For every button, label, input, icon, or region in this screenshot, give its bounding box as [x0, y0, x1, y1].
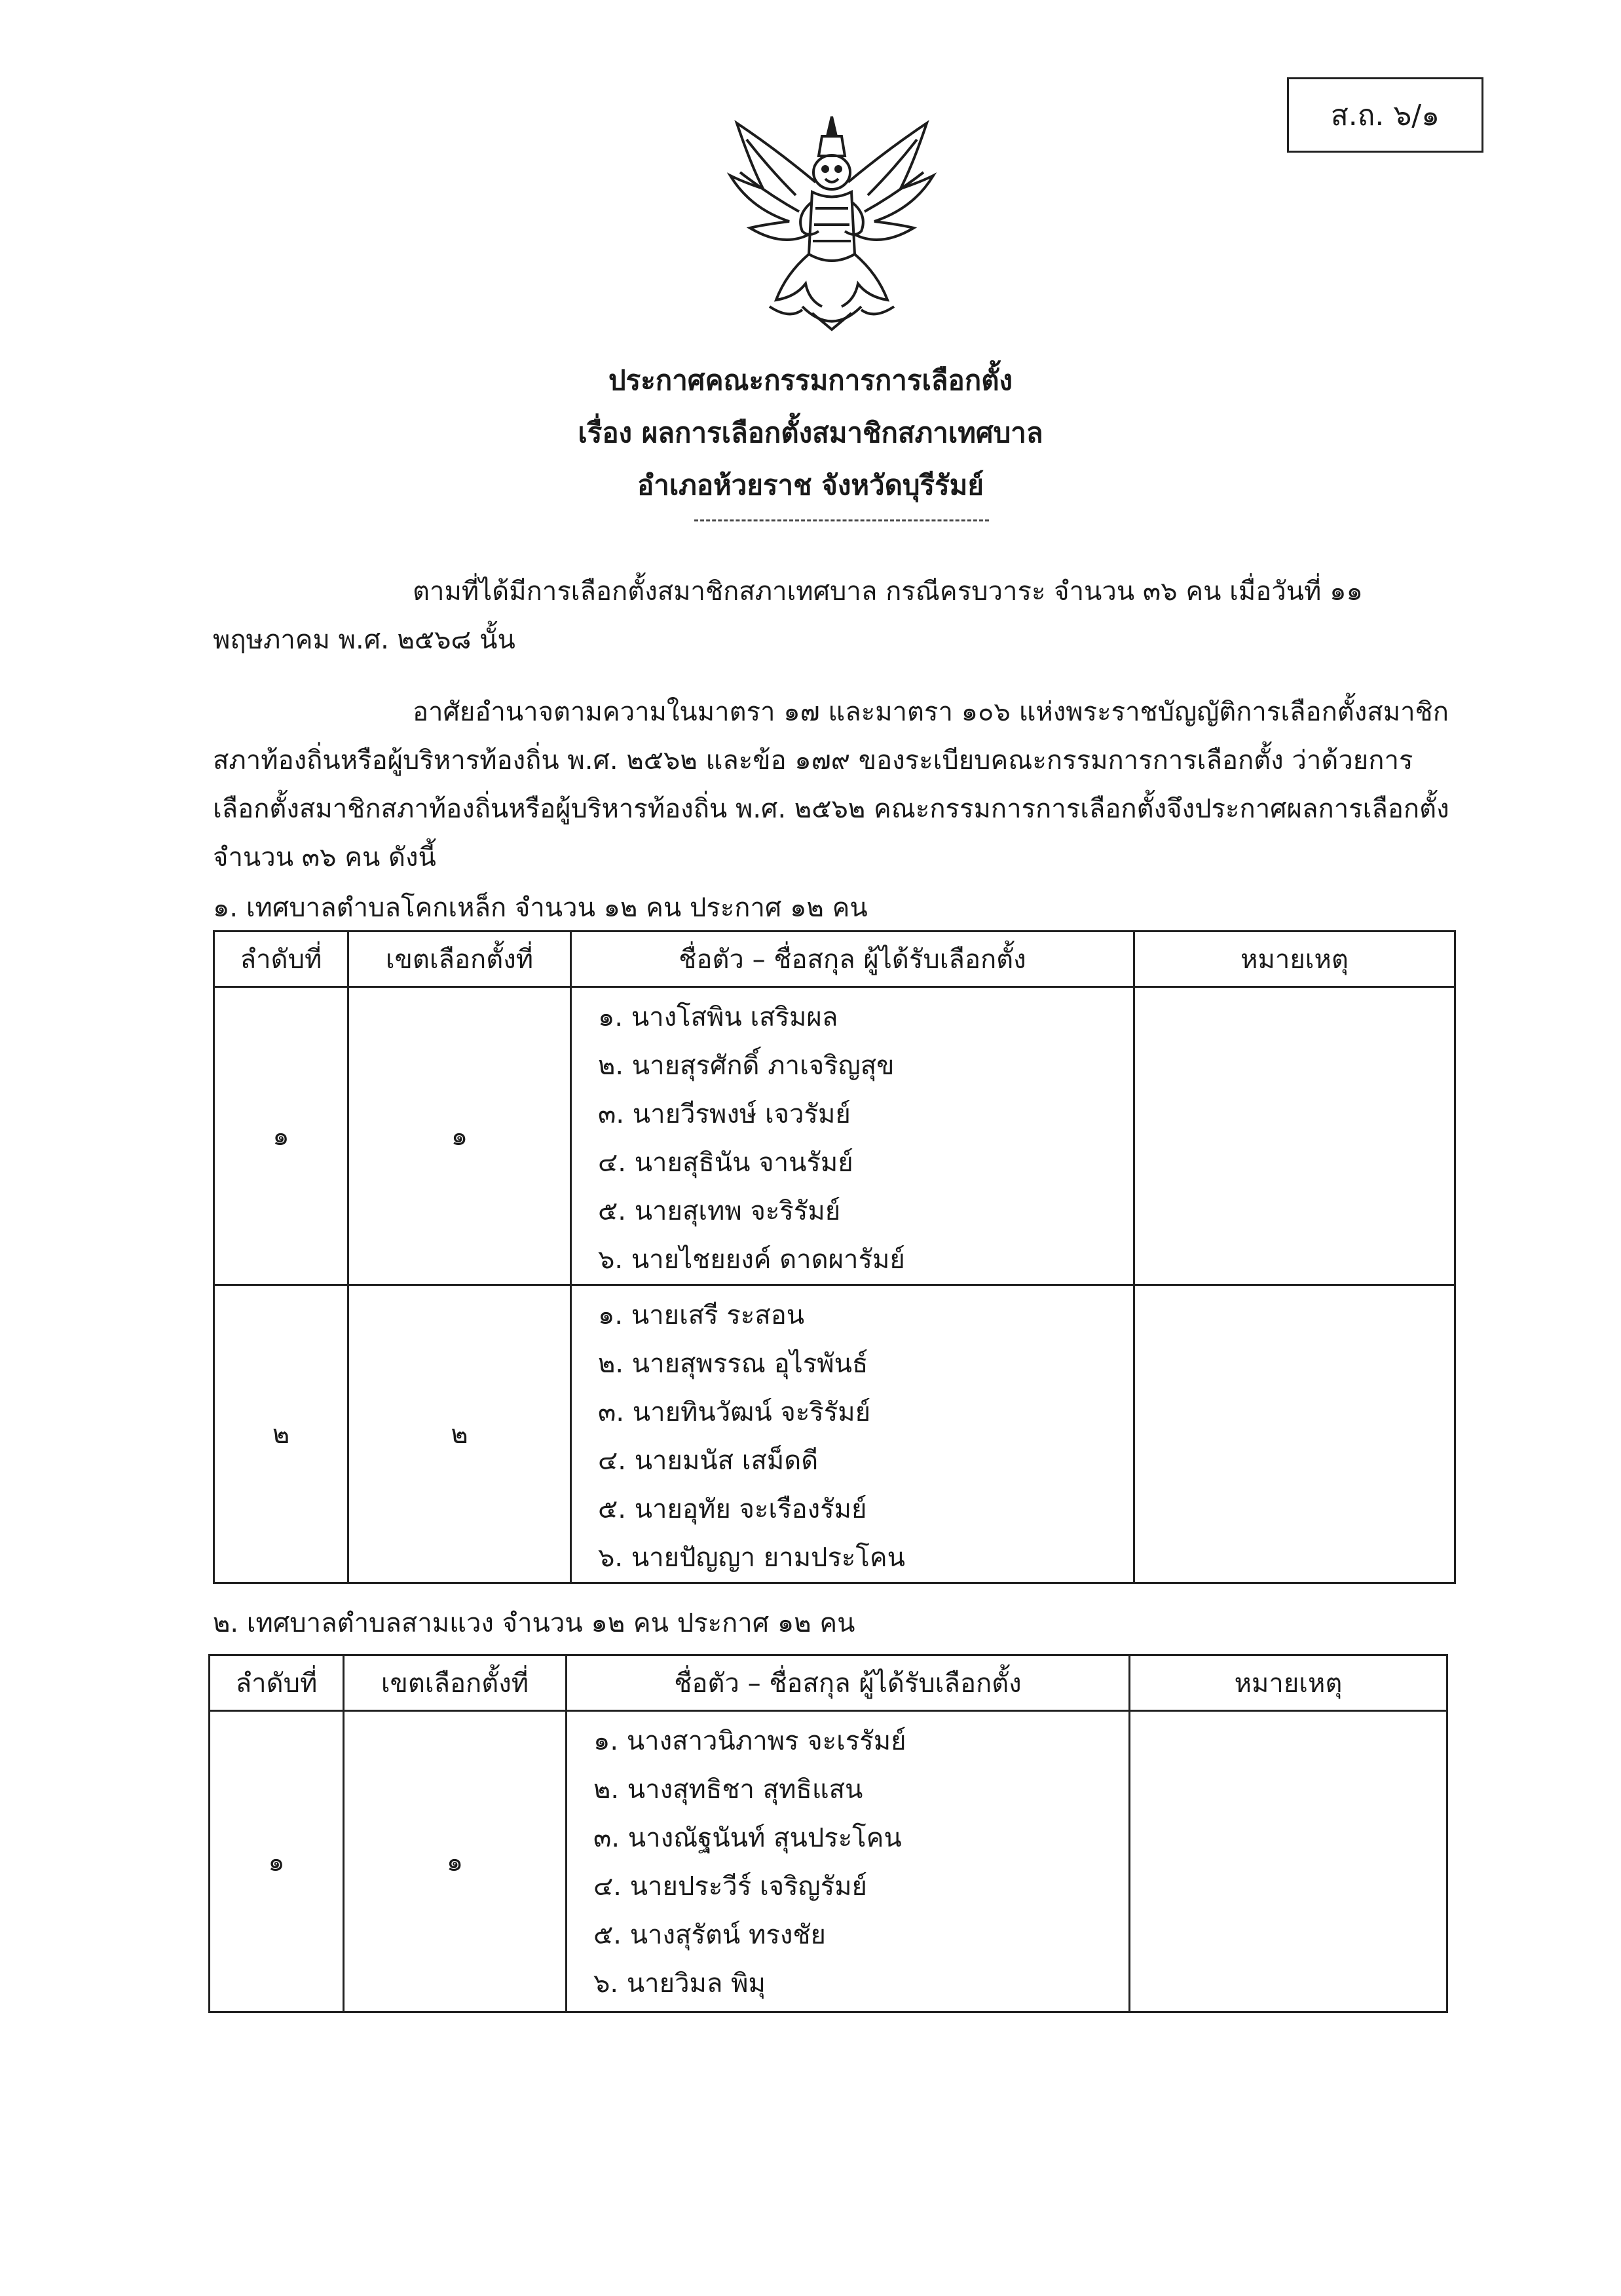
col-header-district: เขตเลือกตั้งที่ — [348, 932, 571, 987]
table-header-row — [214, 932, 1455, 987]
winner-name: ๓. นางณัฐนันท์ สุนประโคน — [593, 1823, 902, 1853]
col-header-names: ชื่อตัว – ชื่อสกุล ผู้ได้รับเลือกตั้ง — [571, 932, 1134, 987]
results-table-khok-lek — [213, 930, 1456, 1584]
note-cell — [1134, 987, 1455, 1285]
paragraph-authority: อาศัยอำนาจตามความในมาตรา ๑๗ และมาตรา ๑๐๖ แห่งพระราชบัญญัติการเลือกตั้งสมาชิกสภาท้องถิ่นหรือผู้บริหารท้องถิ่น พ.ศ. ๒๕๖๒ และข้อ ๑๗๙ ของระเบียบคณะกรรมการการเลือกตั้ง ว่าด้วยการเลือกตั้งสมาชิกสภาท้องถิ่นหรือผู้บริหารท้องถิ่น พ.ศ. ๒๕๖๒ คณะกรรมการการเลือกตั้งจึงประกาศผลการเลือกตั้ง จำนวน ๓๖ คน ดังนี้ — [213, 697, 1449, 873]
winner-name: ๑. นางสาวนิภาพร จะเรรัมย์ — [593, 1726, 906, 1756]
order-cell: ๑ — [210, 1711, 344, 2012]
winner-name: ๔. นายประวีร์ เจริญรัมย์ — [593, 1872, 867, 1902]
announcement-subject: เรื่อง ผลการเลือกตั้งสมาชิกสภาเทศบาล — [578, 417, 1043, 449]
col-header-district: เขตเลือกตั้งที่ — [344, 1655, 567, 1711]
order-cell: ๑ — [214, 987, 348, 1285]
winner-name: ๔. นายสุธินัน จานรัมย์ — [598, 1148, 853, 1178]
district-cell: ๒ — [348, 1285, 571, 1583]
col-header-note: หมายเหตุ — [1130, 1655, 1447, 1711]
note-cell — [1130, 1711, 1447, 2012]
winner-name: ๒. นางสุทธิชา สุทธิแสน — [593, 1775, 863, 1805]
winner-name: ๓. นายวีรพงษ์ เจวรัมย์ — [598, 1099, 851, 1129]
col-header-names: ชื่อตัว – ชื่อสกุล ผู้ได้รับเลือกตั้ง — [567, 1655, 1130, 1711]
names-cell — [571, 1285, 1134, 1583]
winner-name: ๒. นายสุรศักดิ์ ภาเจริญสุข — [598, 1051, 895, 1081]
winner-name: ๕. นายอุทัย จะเรืองรัมย์ — [598, 1494, 867, 1524]
col-header-order: ลำดับที่ — [210, 1655, 344, 1711]
note-cell — [1134, 1285, 1455, 1583]
table-row — [214, 1285, 1455, 1583]
table-row — [214, 987, 1455, 1285]
names-cell — [571, 987, 1134, 1285]
order-cell: ๒ — [214, 1285, 348, 1583]
dashed-divider — [694, 519, 989, 521]
table-header-row — [210, 1655, 1447, 1711]
winner-name: ๖. นายไชยยงค์ ดาดผารัมย์ — [598, 1245, 905, 1275]
winner-name: ๔. นายมนัส เสม็ดดี — [598, 1446, 819, 1476]
winner-name: ๒. นายสุพรรณ อุไรพันธ์ — [598, 1349, 868, 1379]
winner-name: ๓. นายทินวัฒน์ จะริรัมย์ — [598, 1397, 871, 1427]
winner-name: ๕. นางสุรัตน์ ทรงชัย — [593, 1920, 826, 1950]
district-cell: ๑ — [344, 1711, 567, 2012]
section-title-sam-waeng: ๒. เทศบาลตำบลสามแวง จำนวน ๑๒ คน ประกาศ ๑๒ คน — [213, 1608, 855, 1638]
col-header-order: ลำดับที่ — [214, 932, 348, 987]
form-code-box — [1287, 77, 1483, 153]
announcement-title: ประกาศคณะกรรมการการเลือกตั้ง — [608, 364, 1013, 396]
winner-name: ๑. นางโสพิน เสริมผล — [598, 1002, 838, 1032]
table-row — [210, 1711, 1447, 2012]
winner-name: ๑. นายเสรี ระสอน — [598, 1300, 805, 1330]
winner-name: ๖. นายปัญญา ยามประโคน — [598, 1543, 906, 1573]
names-cell — [567, 1711, 1130, 2012]
garuda-emblem-icon — [724, 110, 940, 339]
announcement-location: อำเภอห้วยราช จังหวัดบุรีรัมย์ — [637, 469, 984, 501]
form-code: ส.ถ. ๖/๑ — [1330, 98, 1440, 132]
winner-name: ๖. นายวิมล พิมุ — [593, 1968, 766, 1999]
results-table-sam-waeng — [208, 1654, 1448, 2013]
paragraph-intro: ตามที่ได้มีการเลือกตั้งสมาชิกสภาเทศบาล กรณีครบวาระ จำนวน ๓๖ คน เมื่อวันที่ ๑๑ พฤษภาคม พ.ศ. ๒๕๖๘ นั้น — [213, 576, 1363, 655]
col-header-note: หมายเหตุ — [1134, 932, 1455, 987]
section-title-khok-lek: ๑. เทศบาลตำบลโคกเหล็ก จำนวน ๑๒ คน ประกาศ ๑๒ คน — [213, 893, 868, 923]
district-cell: ๑ — [348, 987, 571, 1285]
winner-name: ๕. นายสุเทพ จะริรัมย์ — [598, 1196, 841, 1226]
